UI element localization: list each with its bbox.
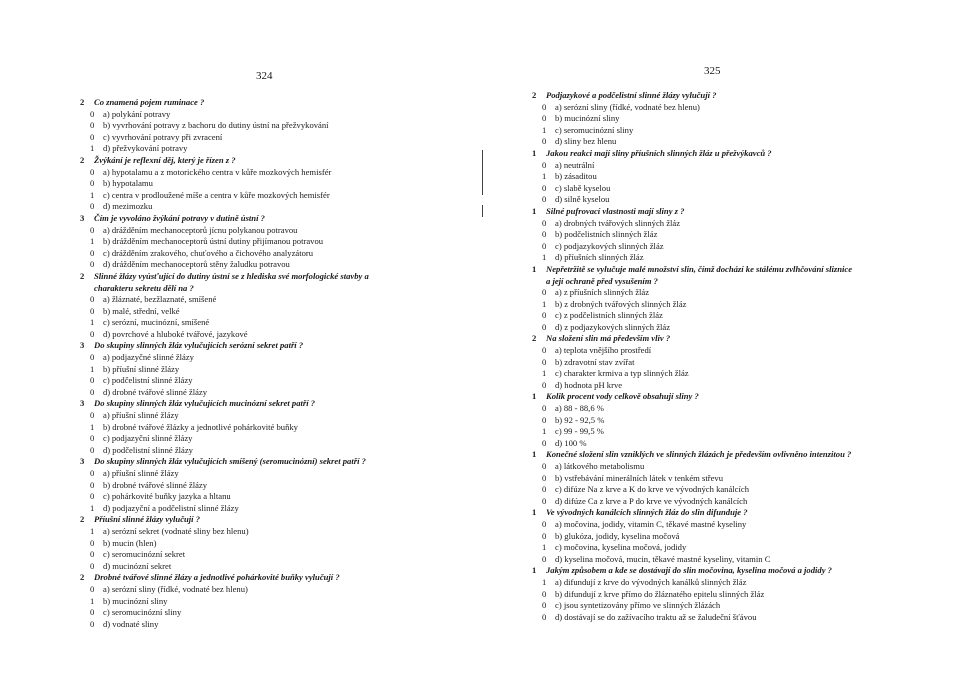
answer-option bbox=[80, 619, 480, 631]
answer-text: d) příušních slinných žláz bbox=[555, 252, 644, 263]
question-text: Ve vývodných kanálcích slinných žláz do slin difunduje ? bbox=[546, 507, 748, 518]
answer-option bbox=[80, 468, 480, 480]
answer-mark: 1 bbox=[542, 252, 547, 263]
answer-text: a) podjazyčné slinné žlázy bbox=[103, 352, 194, 363]
answer-text: c) seromucinózní sliny bbox=[103, 607, 182, 618]
question-text: Silné pufrovací vlastnosti mají sliny z ? bbox=[546, 205, 685, 216]
answer-mark: 0 bbox=[90, 386, 95, 397]
answer-option bbox=[80, 538, 480, 550]
answer-text: d) sliny bez hlenu bbox=[555, 136, 617, 147]
answer-mark: 0 bbox=[542, 379, 547, 390]
question-weight: 1 bbox=[532, 147, 537, 158]
answer-mark: 0 bbox=[90, 583, 95, 594]
answer-mark: 0 bbox=[90, 479, 95, 490]
question-weight: 2 bbox=[80, 514, 85, 525]
answer-text: b) vyvrhování potravy z bachoru do dutiny ústní na přežvykování bbox=[103, 120, 329, 131]
answer-mark: 1 bbox=[90, 363, 95, 374]
answer-mark: 0 bbox=[542, 101, 547, 112]
answer-text: a) žláznaté, bezžlaznaté, smíšené bbox=[103, 294, 217, 305]
question bbox=[80, 97, 480, 109]
answer-text: c) podčelistní slinné žlázy bbox=[103, 375, 193, 386]
answer-option bbox=[532, 380, 952, 392]
answer-option bbox=[532, 252, 952, 264]
question bbox=[532, 206, 952, 218]
question-text: Do skupiny slinných žláz vylučujících mucinózní sekret patří ? bbox=[94, 398, 316, 409]
answer-mark: 0 bbox=[542, 588, 547, 599]
answer-mark: 0 bbox=[542, 484, 547, 495]
answer-option bbox=[532, 600, 952, 612]
answer-option bbox=[532, 484, 952, 496]
question-weight: 1 bbox=[532, 507, 537, 518]
answer-mark: 0 bbox=[542, 530, 547, 541]
answer-text: d) dostávají se do zažívacího traktu až se žaludeční šťávou bbox=[555, 611, 757, 622]
answer-option bbox=[80, 433, 480, 445]
answer-text: d) silně kyselou bbox=[555, 194, 610, 205]
answer-option bbox=[80, 167, 480, 179]
answer-option bbox=[532, 218, 952, 230]
question-weight: 2 bbox=[532, 90, 537, 100]
answer-text: a) neutrální bbox=[555, 159, 595, 170]
answer-option bbox=[532, 241, 952, 253]
question-text: Konečné složení slin vzniklých ve slinných žlázách je především ovlivněno intenzitou ? bbox=[546, 449, 852, 460]
answer-mark: 0 bbox=[542, 240, 547, 251]
answer-mark: 0 bbox=[542, 182, 547, 193]
answer-text: a) hypotalamu a z motorického centra v kůře mozkových hemisfér bbox=[103, 166, 332, 177]
center-fold-line-lower bbox=[482, 205, 483, 217]
answer-mark: 1 bbox=[90, 143, 95, 154]
answer-text: c) močovina, kyselina močová, jodidy bbox=[555, 542, 687, 553]
answer-text: c) podjazyční slinné žlázy bbox=[103, 433, 193, 444]
answer-mark: 0 bbox=[542, 194, 547, 205]
question bbox=[80, 340, 480, 352]
answer-option bbox=[80, 503, 480, 515]
answer-mark: 0 bbox=[542, 229, 547, 240]
question-weight: 1 bbox=[532, 263, 537, 274]
answer-mark: 1 bbox=[90, 317, 95, 328]
answer-mark: 0 bbox=[542, 310, 547, 321]
answer-mark: 0 bbox=[90, 120, 95, 131]
answer-mark: 0 bbox=[90, 247, 95, 258]
answer-option bbox=[80, 561, 480, 573]
answer-option bbox=[532, 345, 952, 357]
question bbox=[532, 90, 952, 102]
answer-text: a) polykání potravy bbox=[103, 108, 171, 119]
answer-text: d) 100 % bbox=[555, 437, 587, 448]
answer-option bbox=[80, 306, 480, 318]
answer-text: d) mezimozku bbox=[103, 201, 153, 212]
answer-text: d) vodnaté sliny bbox=[103, 618, 159, 629]
answer-text: d) mucinózní sekret bbox=[103, 560, 172, 571]
answer-text: a) příušní slinné žlázy bbox=[103, 468, 179, 478]
answer-option bbox=[532, 160, 952, 172]
answer-text: a) teplota vnějšího prostředí bbox=[555, 345, 652, 356]
answer-option bbox=[532, 461, 952, 473]
question-text: Do skupiny slinných žláz vylučujících serózní sekret patří ? bbox=[94, 340, 304, 351]
answer-mark: 0 bbox=[90, 549, 95, 560]
question bbox=[532, 391, 952, 403]
answer-mark: 0 bbox=[90, 352, 95, 363]
question bbox=[80, 514, 480, 526]
question bbox=[532, 449, 952, 461]
answer-option bbox=[80, 584, 480, 596]
answer-text: b) vstřebávání minerálních látek v tenkém střevu bbox=[555, 472, 723, 483]
answer-option bbox=[532, 194, 952, 206]
answer-option bbox=[532, 542, 952, 554]
answer-option bbox=[80, 236, 480, 248]
answer-text: b) mucinózní sliny bbox=[103, 595, 168, 606]
answer-option bbox=[80, 445, 480, 457]
answer-text: c) centra v prodloužené míše a centra v kůře mozkových hemisfér bbox=[103, 189, 330, 200]
answer-text: c) 99 - 99,5 % bbox=[555, 426, 604, 437]
answer-mark: 0 bbox=[90, 607, 95, 618]
answer-mark: 1 bbox=[542, 298, 547, 309]
answer-mark: 1 bbox=[90, 421, 95, 432]
answer-text: b) mucin (hlen) bbox=[103, 537, 157, 548]
answer-text: d) drobné tvářové slinné žlázy bbox=[103, 386, 208, 397]
question-text: Příušní slinné žlázy vylučují ? bbox=[94, 514, 201, 525]
answer-text: b) z drobných tvářových slinných žláz bbox=[555, 298, 687, 309]
answer-mark: 0 bbox=[90, 468, 95, 478]
question bbox=[80, 213, 480, 225]
left-page-questions bbox=[80, 97, 480, 630]
right-page-questions bbox=[532, 90, 952, 623]
answer-text: d) z podjazykových slinných žláz bbox=[555, 321, 671, 332]
question-text: Podjazykové a podčelistní slinné žlázy vylučují ? bbox=[546, 90, 717, 100]
question-weight: 3 bbox=[80, 212, 85, 223]
question-weight: 3 bbox=[80, 340, 85, 351]
answer-option bbox=[80, 410, 480, 422]
answer-option bbox=[80, 120, 480, 132]
answer-option bbox=[80, 294, 480, 306]
answer-mark: 0 bbox=[90, 166, 95, 177]
question-weight: 2 bbox=[80, 97, 85, 107]
question-weight: 2 bbox=[532, 333, 537, 344]
answer-text: a) 88 - 88,6 % bbox=[555, 403, 604, 414]
answer-text: c) pohárkovité buňky jazyka a hltanu bbox=[103, 491, 231, 502]
answer-text: b) hypotalamu bbox=[103, 178, 153, 189]
answer-mark: 1 bbox=[90, 595, 95, 606]
answer-option bbox=[80, 422, 480, 434]
answer-option bbox=[80, 109, 480, 121]
answer-text: b) drážděním mechanoceptorů ústní dutiny přijímanou potravou bbox=[103, 236, 324, 247]
answer-mark: 0 bbox=[542, 437, 547, 448]
answer-option bbox=[80, 549, 480, 561]
answer-mark: 0 bbox=[90, 178, 95, 189]
answer-option bbox=[532, 125, 952, 137]
answer-text: b) podčelistních slinných žláz bbox=[555, 229, 658, 240]
answer-mark: 1 bbox=[90, 525, 95, 536]
answer-mark: 0 bbox=[542, 461, 547, 471]
answer-mark: 0 bbox=[542, 287, 547, 298]
answer-option bbox=[80, 178, 480, 190]
answer-mark: 0 bbox=[90, 294, 95, 305]
answer-text: c) podjazykových slinných žláz bbox=[555, 240, 664, 251]
question-weight: 1 bbox=[532, 565, 537, 576]
answer-text: c) jsou syntetizovány přímo ve slinných žlázách bbox=[555, 600, 721, 611]
question bbox=[80, 398, 480, 410]
answer-mark: 0 bbox=[542, 472, 547, 483]
answer-mark: 1 bbox=[90, 236, 95, 247]
question-text-continued: a její ochraně před vysušením ? bbox=[546, 275, 658, 286]
answer-mark: 0 bbox=[542, 321, 547, 332]
question-text: Kolik procent vody celkově obsahují sliny ? bbox=[546, 391, 699, 402]
answer-option bbox=[532, 136, 952, 148]
answer-option bbox=[532, 438, 952, 450]
answer-option bbox=[80, 526, 480, 538]
question-weight: 3 bbox=[80, 398, 85, 409]
answer-option bbox=[532, 310, 952, 322]
answer-option bbox=[80, 364, 480, 376]
answer-option bbox=[80, 329, 480, 341]
answer-text: b) glukóza, jodidy, kyselina močová bbox=[555, 530, 680, 541]
answer-text: c) vyvrhování potravy při zvracení bbox=[103, 131, 223, 142]
question-weight: 1 bbox=[532, 205, 537, 216]
answer-option bbox=[532, 357, 952, 369]
question bbox=[80, 155, 480, 167]
answer-mark: 0 bbox=[542, 345, 547, 356]
answer-mark: 0 bbox=[542, 611, 547, 622]
answer-text: d) podčelistní slinné žlázy bbox=[103, 444, 193, 455]
answer-mark: 0 bbox=[90, 537, 95, 548]
question-text: Čím je vyvoláno žvýkání potravy v dutině ústní ? bbox=[94, 212, 265, 223]
answer-option bbox=[532, 612, 952, 624]
answer-text: b) příušní slinné žlázy bbox=[103, 363, 180, 374]
answer-text: a) drážděním mechanoceptorů jícnu polykanou potravou bbox=[103, 224, 298, 235]
answer-text: c) slabě kyselou bbox=[555, 182, 611, 193]
question bbox=[532, 264, 952, 276]
answer-text: d) přežvykování potravy bbox=[103, 143, 188, 154]
answer-text: d) povrchové a hluboké tvářové, jazykové bbox=[103, 328, 248, 339]
answer-option bbox=[80, 596, 480, 608]
question-text: Žvýkání je reflexní děj, který je řízen z ? bbox=[94, 154, 236, 165]
answer-option bbox=[80, 143, 480, 155]
answer-option bbox=[80, 190, 480, 202]
answer-option bbox=[80, 225, 480, 237]
answer-option bbox=[532, 287, 952, 299]
answer-mark: 1 bbox=[542, 171, 547, 182]
question bbox=[532, 565, 952, 577]
right-page-number: 325 bbox=[704, 65, 721, 77]
answer-option bbox=[532, 496, 952, 508]
question-text: Do skupiny slinných žláz vylučujících smíšený (seromucinózní) sekret patří ? bbox=[94, 456, 366, 467]
answer-text: a) drobných tvářových slinných žláz bbox=[555, 217, 681, 228]
answer-mark: 0 bbox=[542, 553, 547, 564]
question-weight: 3 bbox=[80, 456, 85, 467]
answer-option bbox=[532, 531, 952, 543]
answer-mark: 1 bbox=[542, 576, 547, 587]
question-text: Jakým způsobem a kde se dostávají do slin močovina, kyselina močová a jodidy ? bbox=[546, 565, 832, 576]
answer-option bbox=[532, 102, 952, 114]
answer-mark: 1 bbox=[542, 542, 547, 553]
answer-option bbox=[532, 171, 952, 183]
answer-text: d) podjazyční a podčelistní slinné žlázy bbox=[103, 502, 239, 513]
question bbox=[532, 333, 952, 345]
answer-option bbox=[532, 426, 952, 438]
answer-option bbox=[532, 577, 952, 589]
question-text: Drobné tvářové slinné žlázy a jednotlivé pohárkovité buňky vylučují ? bbox=[94, 572, 340, 583]
answer-mark: 0 bbox=[542, 414, 547, 425]
answer-mark: 0 bbox=[542, 403, 547, 414]
answer-mark: 0 bbox=[90, 201, 95, 212]
question bbox=[532, 507, 952, 519]
answer-mark: 0 bbox=[90, 444, 95, 455]
answer-option bbox=[80, 480, 480, 492]
answer-mark: 0 bbox=[542, 600, 547, 611]
question bbox=[80, 271, 480, 283]
answer-option bbox=[532, 229, 952, 241]
answer-text: b) drobné tvářové slinné žlázy bbox=[103, 479, 208, 490]
answer-text: d) difúze Ca z krve a P do krve ve vývodných kanálcích bbox=[555, 495, 748, 506]
answer-mark: 0 bbox=[90, 305, 95, 316]
question-text: Na složení slin má především vliv ? bbox=[546, 333, 671, 344]
answer-option bbox=[80, 317, 480, 329]
answer-option bbox=[532, 554, 952, 566]
center-fold-line bbox=[482, 150, 483, 195]
question-weight: 1 bbox=[532, 391, 537, 402]
answer-mark: 1 bbox=[90, 189, 95, 200]
answer-text: a) serózní sliny (řídké, vodnaté bez hlenu) bbox=[555, 101, 700, 112]
answer-mark: 1 bbox=[542, 368, 547, 379]
answer-text: b) 92 - 92,5 % bbox=[555, 414, 605, 425]
answer-mark: 1 bbox=[90, 502, 95, 513]
answer-text: a) látkového metabolismu bbox=[555, 461, 645, 471]
question-weight: 2 bbox=[80, 154, 85, 165]
answer-mark: 0 bbox=[90, 375, 95, 386]
answer-text: c) seromucinózní sekret bbox=[103, 549, 186, 560]
answer-option bbox=[80, 248, 480, 260]
answer-text: a) difundují z krve do vývodných kanálků slinných žláz bbox=[555, 576, 747, 587]
answer-mark: 0 bbox=[542, 518, 547, 529]
answer-option bbox=[80, 387, 480, 399]
answer-mark: 0 bbox=[90, 410, 95, 421]
question-text-continued: charakteru sekretu dělí na ? bbox=[94, 282, 194, 293]
answer-mark: 0 bbox=[542, 136, 547, 147]
answer-option bbox=[532, 113, 952, 125]
answer-text: c) drážděním zrakového, chuťového a čichového analyzátoru bbox=[103, 247, 314, 258]
answer-text: b) mucinózní sliny bbox=[555, 113, 620, 124]
answer-text: a) příušní slinné žlázy bbox=[103, 410, 179, 421]
question-weight: 2 bbox=[80, 572, 85, 583]
answer-text: a) z příušních slinných žláz bbox=[555, 287, 650, 298]
answer-text: b) malé, střední, velké bbox=[103, 305, 180, 316]
answer-option bbox=[532, 368, 952, 380]
answer-mark: 0 bbox=[90, 108, 95, 119]
answer-mark: 1 bbox=[542, 426, 547, 437]
answer-mark: 0 bbox=[542, 495, 547, 506]
answer-text: d) kyselina močová, mucin, těkavé mastné kyseliny, vitamin C bbox=[555, 553, 771, 564]
question-text: Jakou reakci mají sliny příušních slinných žláz u přežvýkavců ? bbox=[546, 147, 772, 158]
answer-mark: 0 bbox=[90, 328, 95, 339]
answer-text: c) charakter krmiva a typ slinných žláz bbox=[555, 368, 689, 379]
answer-mark: 0 bbox=[542, 217, 547, 228]
answer-text: d) drážděním mechanoceptorů stěny žaludku potravou bbox=[103, 259, 290, 270]
left-page-number: 324 bbox=[256, 70, 273, 82]
answer-option bbox=[80, 201, 480, 213]
answer-text: c) serózní, mucinózní, smíšené bbox=[103, 317, 210, 328]
answer-mark: 0 bbox=[542, 159, 547, 170]
answer-option bbox=[80, 607, 480, 619]
question-text: Nepřetržitě se vylučuje malé množství slin, čímž dochází ke stálému zvlhčování sliznice bbox=[546, 263, 853, 274]
question-text: Slinné žlázy vyúsťující do dutiny ústní se z hlediska své morfologické stavby a bbox=[94, 270, 369, 281]
answer-mark: 0 bbox=[90, 491, 95, 502]
answer-option bbox=[80, 352, 480, 364]
answer-text: b) zdravotní stav zvířat bbox=[555, 356, 635, 367]
question bbox=[80, 456, 480, 468]
answer-mark: 0 bbox=[90, 131, 95, 142]
answer-text: c) difúze Na z krve a K do krve ve vývodných kanálcích bbox=[555, 484, 749, 495]
answer-option bbox=[532, 415, 952, 427]
answer-text: b) drobné tvářové žlázky a jednotlivé pohárkovité buňky bbox=[103, 421, 298, 432]
answer-option bbox=[80, 132, 480, 144]
answer-option bbox=[532, 299, 952, 311]
answer-text: c) seromucinózní sliny bbox=[555, 124, 634, 135]
answer-mark: 0 bbox=[90, 259, 95, 270]
question-text: Co znamená pojem ruminace ? bbox=[94, 97, 205, 107]
answer-mark: 1 bbox=[542, 124, 547, 135]
question bbox=[80, 572, 480, 584]
answer-option bbox=[532, 322, 952, 334]
answer-mark: 0 bbox=[90, 433, 95, 444]
answer-text: c) z podčelistních slinných žláz bbox=[555, 310, 663, 321]
answer-mark: 0 bbox=[542, 356, 547, 367]
answer-mark: 0 bbox=[90, 224, 95, 235]
answer-option bbox=[532, 183, 952, 195]
question bbox=[532, 148, 952, 160]
answer-mark: 0 bbox=[542, 113, 547, 124]
answer-text: a) serózní sekret (vodnaté sliny bez hlenu) bbox=[103, 525, 249, 536]
answer-text: d) hodnota pH krve bbox=[555, 379, 623, 390]
answer-option bbox=[532, 519, 952, 531]
answer-text: a) močovina, jodidy, vitamin C, těkavé mastné kyseliny bbox=[555, 518, 747, 529]
question-weight: 1 bbox=[532, 449, 537, 460]
answer-option bbox=[532, 403, 952, 415]
answer-option bbox=[80, 375, 480, 387]
answer-option bbox=[80, 259, 480, 271]
answer-text: a) serózní sliny (řídké, vodnaté bez hlenu) bbox=[103, 583, 248, 594]
answer-mark: 0 bbox=[90, 560, 95, 571]
question-weight: 2 bbox=[80, 270, 85, 281]
answer-option bbox=[532, 473, 952, 485]
answer-option bbox=[80, 491, 480, 503]
answer-option bbox=[532, 589, 952, 601]
answer-mark: 0 bbox=[90, 618, 95, 629]
answer-text: b) difundují z krve přímo do žláznatého epitelu slinných žláz bbox=[555, 588, 765, 599]
answer-text: b) zásaditou bbox=[555, 171, 597, 182]
